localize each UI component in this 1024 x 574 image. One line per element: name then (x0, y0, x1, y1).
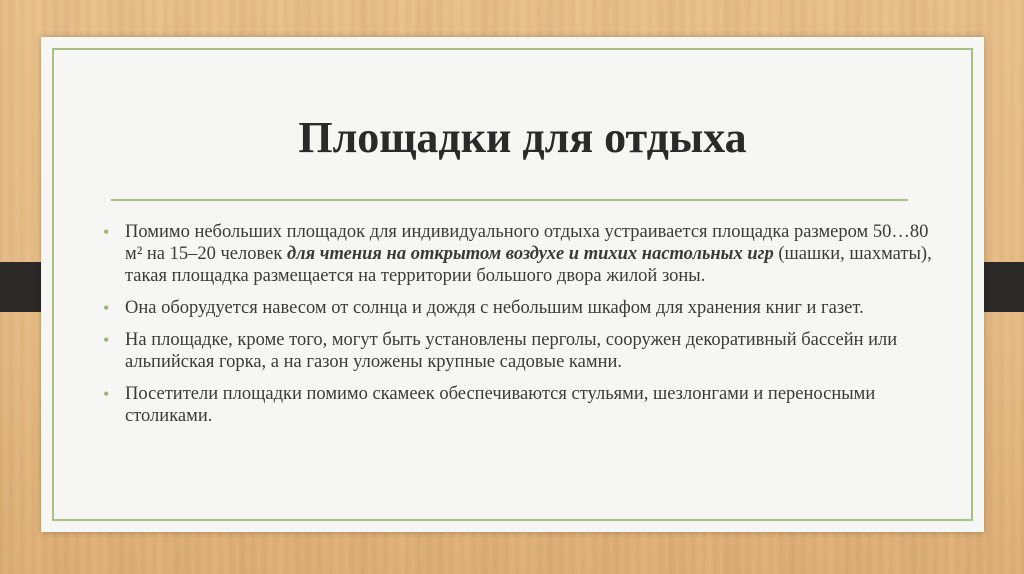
list-item (103, 383, 943, 427)
bullet-text: Она оборудуется навесом от солнца и дождя с небольшим шкафом для хранения книг и газет. (125, 298, 864, 318)
bullet-text: Посетители площадки помимо скамеек обеспечиваются стульями, шезлонгами и переносными столиками. (125, 384, 876, 426)
bullet-text: На площадке, кроме того, могут быть установлены перголы, сооружен декоративный бассейн или альпийская горка, а на газон уложены крупные садовые камни. (125, 330, 898, 372)
list-item (103, 297, 943, 319)
bullet-icon: • (103, 384, 110, 404)
slide-card (41, 37, 984, 532)
bullet-icon: • (103, 330, 110, 350)
bullet-icon: • (103, 298, 110, 318)
bullet-text: Помимо небольших площадок для индивидуального отдыха устраивается площадка размером 50…80 м² на 15–20 человек (125, 222, 929, 264)
slide-title: Площадки для отдыха (298, 113, 747, 162)
bullet-text: (шашки, шахматы), такая площадка размещается на территории большого двора жилой зоны. (125, 244, 932, 286)
title-divider (111, 199, 908, 201)
list-item (103, 329, 943, 373)
bullet-list (103, 221, 943, 437)
bullet-icon: • (103, 222, 110, 242)
bullet-emphasis: для чтения на открытом воздухе и тихих настольных игр (286, 244, 774, 264)
list-item (103, 221, 943, 287)
